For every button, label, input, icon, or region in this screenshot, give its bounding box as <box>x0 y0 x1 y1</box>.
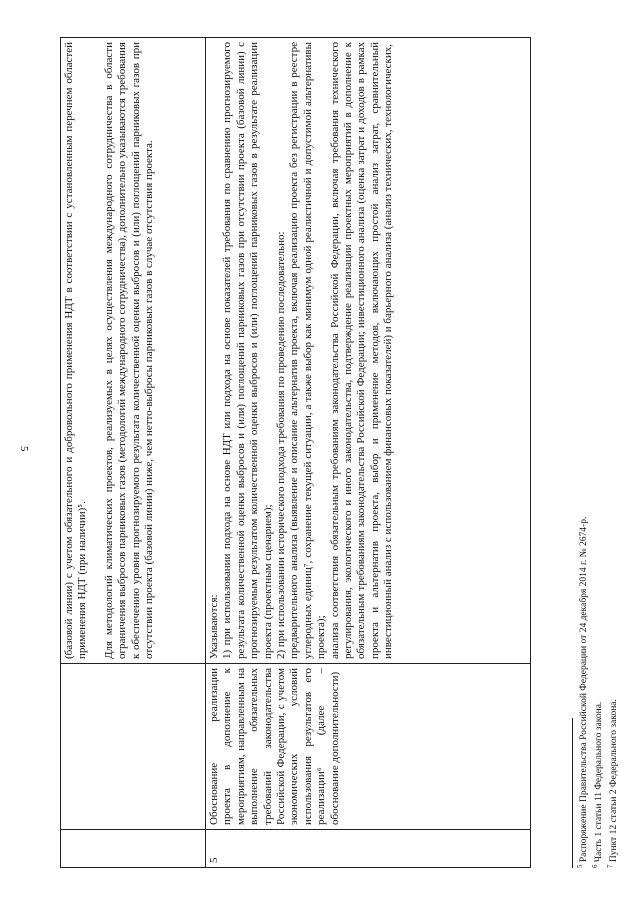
row-description-cell <box>206 38 531 664</box>
row-description-cell <box>61 38 206 664</box>
table-row <box>206 38 531 868</box>
rotated-page-content <box>60 38 620 868</box>
footnote: $^6$ Часть 1 статьи 11 Федерального закона. <box>591 701 605 868</box>
row-number-cell <box>61 830 206 868</box>
page-number: 5 <box>18 446 30 452</box>
paragraph: 2) при использовании исторического подхода требования по проведению последовательно: <box>275 231 288 659</box>
paragraph: 1) при использовании подхода на основе НДТ или подхода на основе показателей требования по сравнению прогнозируемого результата количественной оценки выбросов и (или) поглощений парниковых газов при отсутствии проекта (базовой линии) с прогнозируемым результатом количественной оценки выбросов и (или) поглощений парниковых газов в результате реализации проекта (проектным сценарием); <box>221 42 274 659</box>
table-row <box>61 38 206 868</box>
requirements-table <box>60 37 531 868</box>
footnote-divider <box>572 718 573 868</box>
row-name-cell: Обоснование реализации проекта в дополнение к мероприятиям, направленным на выполнение обязательных требований законодательства Российской Федерации, с учетом экономических условий использования результатов его реализации⁶ (далее – обоснование дополнительности) <box>206 664 531 830</box>
paragraph: Указываются: <box>208 594 220 659</box>
row-name-cell <box>61 664 206 830</box>
paragraph: (базовой линии) с учетом обязательного и добровольного применения НДТ в соответствии с установленным перечнем областей применения НДТ (при наличии)⁵. <box>63 42 89 659</box>
paragraph: предварительного анализа (выявление и описание альтернатив проекта, включая реализацию проекта без регистрации в реестре углеродных единиц⁷, сохранение текущей ситуации, а также выбор как минимум одной реалистичной и допустимой альтернативы проекта); <box>288 42 328 659</box>
footnotes <box>572 38 620 868</box>
footnote: $^7$ Пункт 12 статьи 2 Федерального закона. <box>606 699 620 868</box>
paragraph: Для методологий климатических проектов, реализуемых в целях осуществления международного сотрудничества в области ограничения выбросов парниковых газов (методологий международного сотрудничества), дополнительно указываются требования к обеспечению уровня прогнозируемого результата количественной оценки выбросов и (или) поглощений парниковых газов при отсутствии проекта (базовой линии) ниже, чем нетто-выбросы парниковых газов в случае отсутствия проекта. <box>102 42 156 659</box>
row-number-cell: 5 <box>206 830 531 868</box>
footnote: $^5$ Распоряжение Правительства Российской Федерации от 24 декабря 2014 г. № 2674-р. <box>576 516 590 868</box>
paragraph: анализа соответствия обязательным требованиям законодательства Российской Федерации, включая требования технического регулирования, экологического и иного законодательства, подтверждение реализации проектных мероприятий в дополнение к обязательным требованиям законодательства Российской Федерации; инвестиционного анализа (оценка затрат и доходов в рамках проекта и альтернатив проекта, выбор и применение методов, включающих простой анализ затрат, сравнительный инвестиционный анализ с использованием финансовых показателей) и барьерного анализа (анализ технических, технологических, <box>328 42 395 659</box>
